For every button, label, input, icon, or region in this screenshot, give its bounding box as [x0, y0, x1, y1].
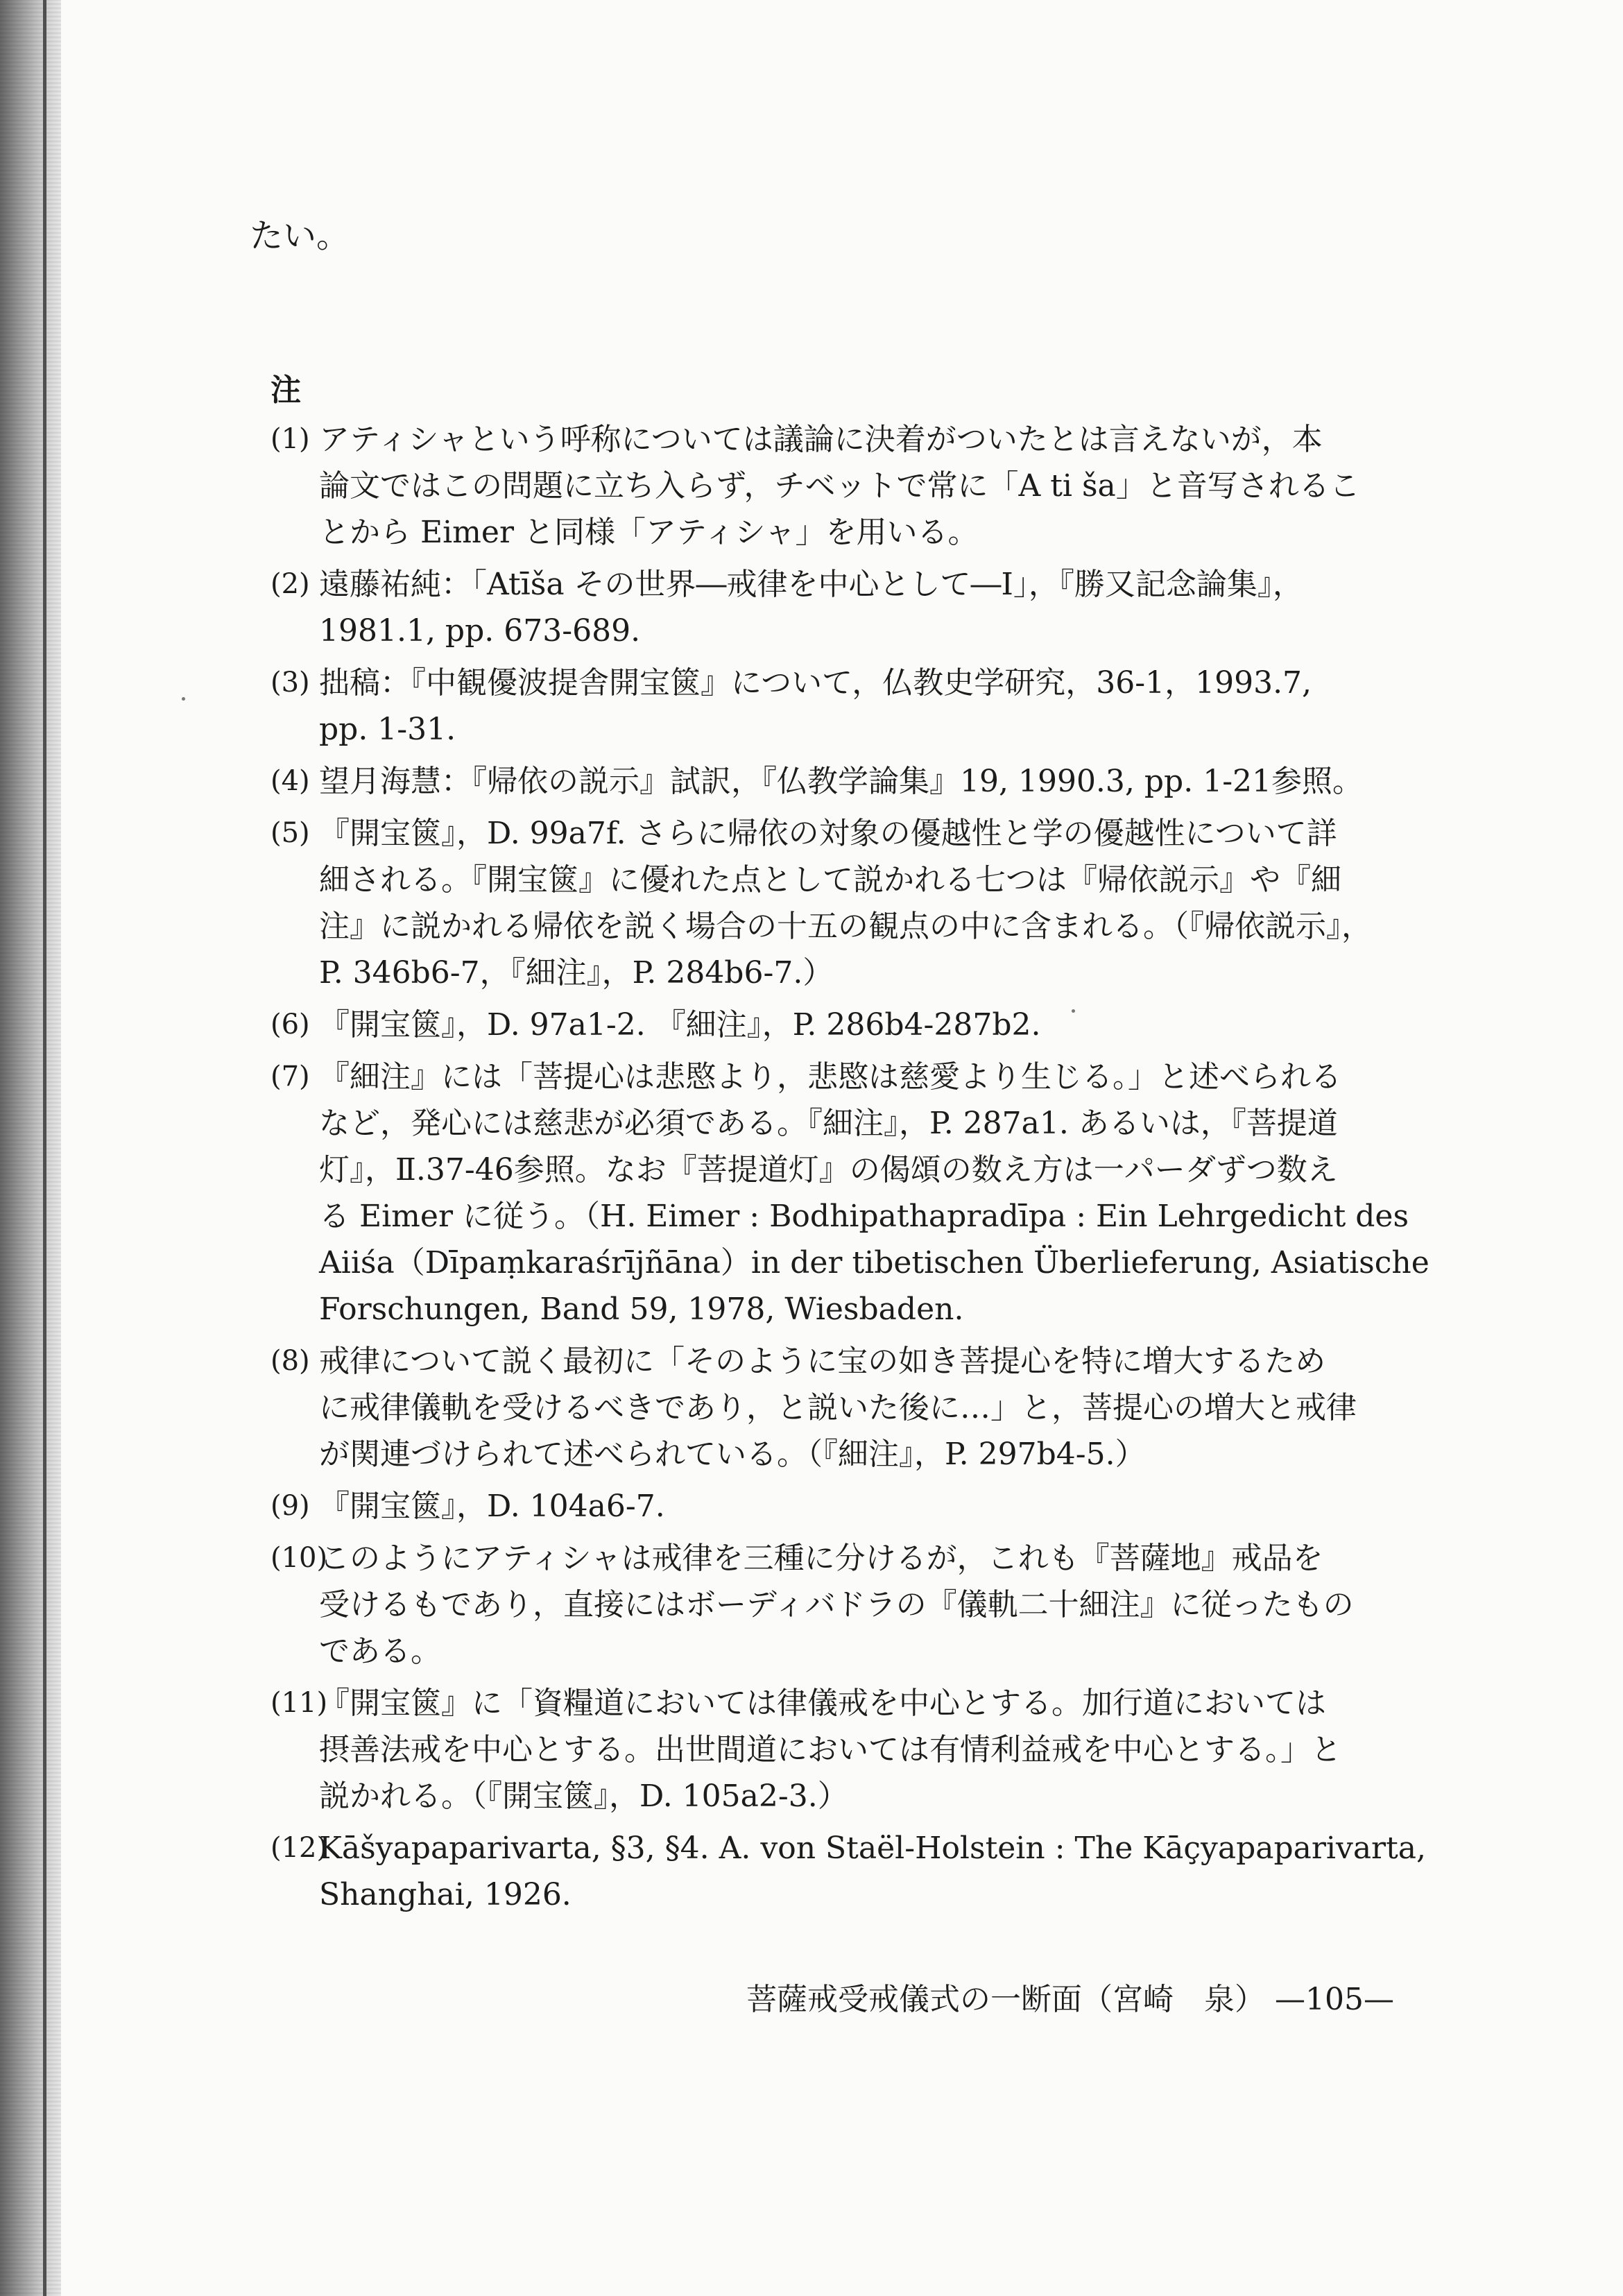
note-number: (4) — [270, 765, 310, 797]
note-line: 『開宝篋』，D. 104a6-7. — [319, 1489, 665, 1524]
note-line: 摂善法戒を中心とする。出世間道においては有情利益戒を中心とする。」と — [319, 1732, 1341, 1767]
note-line: である。 — [319, 1634, 441, 1669]
note-number: (5) — [270, 817, 310, 849]
note-line: pp. 1-31. — [319, 712, 456, 747]
note-item — [270, 561, 1394, 654]
scan-speck — [182, 697, 185, 701]
note-line: 拙稿：『中観優波提舎開宝篋』について，仏教史学研究，36-1，1993.7, — [319, 665, 1312, 701]
intro-text: たい。 — [250, 216, 350, 255]
note-number: (2) — [270, 568, 310, 600]
note-item — [270, 1054, 1429, 1333]
note-item — [270, 416, 1394, 556]
note-line: 『細注』には「菩提心は悲愍より，悲愍は慈愛より生じる。」と述べられる — [319, 1059, 1341, 1095]
note-text — [319, 1054, 1429, 1333]
book-gutter-line — [43, 0, 46, 2296]
note-line: に戒律儀軌を受けるべきであり，と説いた後に…」と，菩提心の増大と戒律 — [319, 1390, 1357, 1425]
note-text — [319, 660, 1394, 753]
note-text — [319, 1825, 1426, 1918]
note-number: (6) — [270, 1009, 310, 1040]
note-line: 細される。『開宝篋』に優れた点として説かれる七つは『帰依説示』や『細 — [319, 862, 1341, 898]
book-spine-shadow — [0, 0, 61, 2296]
note-item — [270, 1002, 1394, 1048]
note-item — [270, 1483, 1394, 1530]
note-line: 望月海慧：『帰依の説示』試訳，『仏教学論集』19, 1990.3, pp. 1-21参照。 — [319, 764, 1364, 799]
note-text — [319, 810, 1394, 996]
note-line: 戒律について説く最初に「そのように宝の如き菩提心を特に増大するため — [319, 1344, 1326, 1379]
note-line: Kāšyapaparivarta, §3, §4. A. von Staël-Holstein : The Kāçyapaparivarta, — [319, 1831, 1426, 1866]
note-line: このようにアティシャは戒律を三種に分けるが，これも『菩薩地』戒品を — [319, 1541, 1323, 1576]
note-number: (3) — [270, 667, 310, 699]
note-text — [319, 1535, 1394, 1674]
note-line: Shanghai, 1926. — [319, 1877, 572, 1912]
scan-speck — [1072, 1009, 1075, 1013]
note-item — [270, 1680, 1394, 1819]
note-line: 受けるもであり，直接にはボーディバドラの『儀軌二十細注』に従ったもの — [319, 1587, 1354, 1622]
note-text — [319, 1680, 1394, 1819]
note-number: (1) — [270, 423, 310, 455]
note-number: (10) — [270, 1542, 328, 1574]
note-line: 説かれる。（『開宝篋』，D. 105a2-3.） — [319, 1779, 848, 1814]
note-text — [319, 1002, 1394, 1048]
note-line: 『開宝篋』，D. 99a7f. さらに帰依の対象の優越性と学の優越性について詳 — [319, 816, 1337, 851]
note-item — [270, 1825, 1426, 1918]
note-item — [270, 758, 1394, 805]
note-number: (12) — [270, 1832, 328, 1864]
note-item — [270, 810, 1394, 996]
note-line: アティシャという呼称については議論に決着がついたとは言えないが，本 — [319, 422, 1323, 457]
note-text — [319, 1338, 1394, 1477]
page-footer: 菩薩戒受戒儀式の一断面（宮崎 泉） —105— — [746, 1982, 1394, 2017]
note-item — [270, 1535, 1394, 1674]
note-line: 遠藤祐純：「Atīša その世界―戒律を中心として―Ⅰ」，『勝又記念論集』， — [319, 567, 1303, 602]
note-line: 注』に説かれる帰依を説く場合の十五の観点の中に含まれる。（『帰依説示』， — [319, 909, 1372, 944]
note-line: が関連づけられて述べられている。（『細注』，P. 297b4-5.） — [319, 1437, 1146, 1472]
note-item — [270, 660, 1394, 753]
note-line: 灯』，Ⅱ.37-46参照。なお『菩提道灯』の偈頌の数え方は一パーダずつ数え — [319, 1152, 1338, 1188]
note-line: Aiiśa（Dīpaṃkaraśrījñāna）in der tibetischen Überlieferung, Asiatische — [319, 1245, 1429, 1280]
notes-list — [270, 416, 1429, 1924]
note-line: 論文ではこの問題に立ち入らず，チベットで常に「A ti ša」と音写されるこ — [319, 468, 1360, 504]
note-number: (11) — [270, 1687, 328, 1719]
note-number: (9) — [270, 1490, 310, 1522]
note-number: (8) — [270, 1345, 310, 1377]
note-line: 『開宝篋』に「資糧道においては律儀戒を中心とする。加行道においては — [319, 1686, 1326, 1721]
note-text — [319, 561, 1394, 654]
note-line: P. 346b6-7，『細注』，P. 284b6-7.） — [319, 955, 834, 991]
note-line: 『開宝篋』，D. 97a1-2. 『細注』，P. 286b4-287b2. — [319, 1007, 1041, 1043]
note-line: 1981.1, pp. 673-689. — [319, 613, 641, 649]
note-line: る Eimer に従う。（H. Eimer : Bodhipathapradīpa : Ein Lehrgedicht des — [319, 1199, 1409, 1234]
note-line: など，発心には慈悲が必須である。『細注』，P. 287a1. あるいは，『菩提道 — [319, 1106, 1338, 1141]
note-text — [319, 758, 1394, 805]
note-line: とから Eimer と同様「アティシャ」を用いる。 — [319, 515, 979, 550]
note-text — [319, 1483, 1394, 1530]
note-text — [319, 416, 1394, 556]
note-item — [270, 1338, 1394, 1477]
notes-heading: 注 — [270, 372, 301, 408]
note-line: Forschungen, Band 59, 1978, Wiesbaden. — [319, 1292, 964, 1327]
note-number: (7) — [270, 1061, 310, 1093]
